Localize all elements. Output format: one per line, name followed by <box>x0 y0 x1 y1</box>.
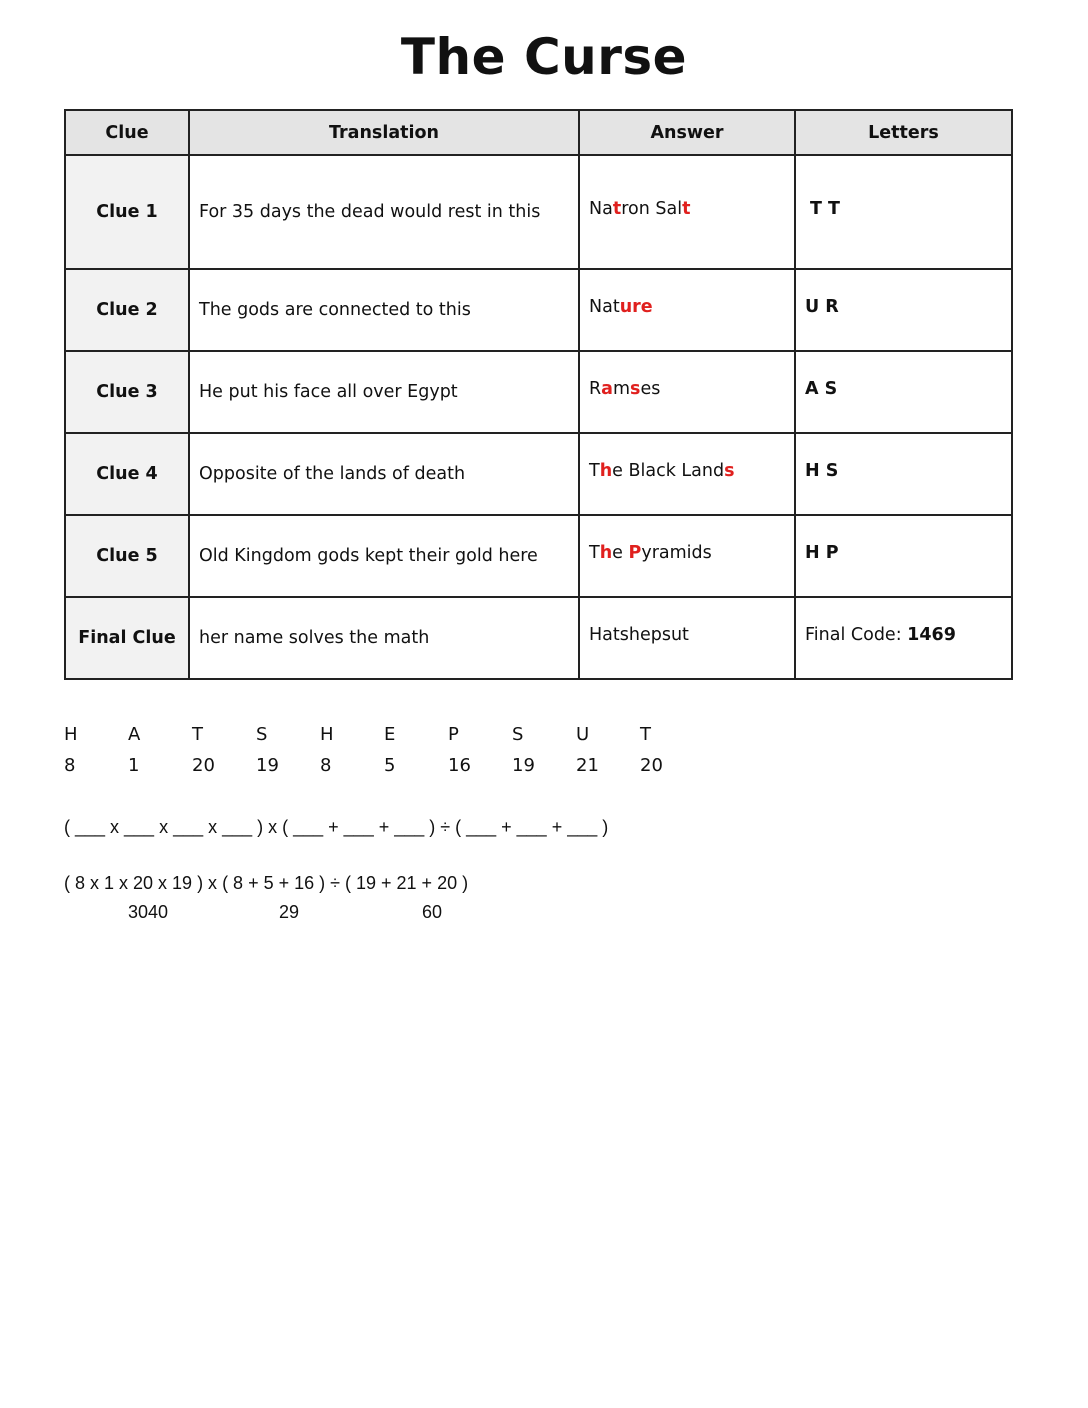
highlighted-letter: s <box>724 461 735 481</box>
header-answer: Answer <box>579 110 795 155</box>
letter: U <box>576 724 590 745</box>
sum-result-2: 60 <box>422 902 443 922</box>
sum-result-1: 29 <box>279 902 300 922</box>
letter-number: 16 <box>448 755 471 776</box>
letters-cell <box>795 155 1012 269</box>
clue-table <box>64 109 1013 680</box>
answer-part: T <box>589 543 600 563</box>
answer-part: e Black Land <box>612 461 725 481</box>
letters-value: U R <box>805 297 839 317</box>
translation-cell: Old Kingdom gods kept their gold here <box>189 515 579 597</box>
letters-value: H P <box>805 543 839 563</box>
answer-cell <box>579 433 795 515</box>
answer-part: m <box>612 379 631 399</box>
formula-blank: ( ___ x ___ x ___ x ___ ) x ( ___ + ___ + ___ ) ÷ ( ___ + ___ + ___ ) <box>64 817 609 837</box>
translation-cell: her name solves the math <box>189 597 579 679</box>
highlighted-letter: t <box>682 199 691 219</box>
answer-part: yramids <box>641 543 712 563</box>
clue-label: Clue 2 <box>65 269 189 351</box>
letter: T <box>640 724 651 745</box>
answer-part: T <box>589 461 600 481</box>
final-code-label: Final Code: <box>805 625 902 645</box>
product-result: 3040 <box>128 902 169 922</box>
answer-part: es <box>640 379 661 399</box>
answer-cell <box>579 351 795 433</box>
letter: S <box>256 724 268 745</box>
letter: A <box>128 724 141 745</box>
answer-cell <box>579 515 795 597</box>
letter: H <box>320 724 334 745</box>
highlighted-letter: h <box>599 461 613 481</box>
letters-cell <box>795 269 1012 351</box>
table-row <box>65 433 1012 515</box>
highlighted-letter: h <box>599 543 613 563</box>
final-code-value: 1469 <box>907 625 956 645</box>
page-title: The Curse <box>400 28 688 86</box>
letter-number: 20 <box>640 755 663 776</box>
table-row-final <box>65 597 1012 679</box>
formula-filled: ( 8 x 1 x 20 x 19 ) x ( 8 + 5 + 16 ) ÷ ( 19 + 21 + 20 ) <box>64 873 469 893</box>
table-row <box>65 515 1012 597</box>
answer-value: Hatshepsut <box>589 625 689 645</box>
answer-cell <box>579 597 795 679</box>
letter: E <box>384 724 396 745</box>
table-row <box>65 155 1012 269</box>
table-row <box>65 269 1012 351</box>
letter-number: 8 <box>320 755 332 776</box>
header-translation: Translation <box>189 110 579 155</box>
letter: P <box>448 724 459 745</box>
highlighted-letter: a <box>601 379 613 399</box>
answer-part: R <box>589 379 602 399</box>
clue-label: Clue 4 <box>65 433 189 515</box>
translation-cell: He put his face all over Egypt <box>189 351 579 433</box>
header-clue: Clue <box>65 110 189 155</box>
clue-label: Clue 5 <box>65 515 189 597</box>
translation-cell: For 35 days the dead would rest in this <box>189 155 579 269</box>
letters-value: T T <box>810 199 840 219</box>
highlighted-letter: P <box>628 543 642 563</box>
table-row <box>65 351 1012 433</box>
letter-number: 21 <box>576 755 599 776</box>
highlighted-letter: s <box>630 379 641 399</box>
letters-value: H S <box>805 461 839 481</box>
clue-label: Clue 3 <box>65 351 189 433</box>
letter: H <box>64 724 78 745</box>
letters-cell <box>795 351 1012 433</box>
answer-cell <box>579 269 795 351</box>
highlighted-letter: t <box>612 199 622 219</box>
letter: S <box>512 724 524 745</box>
letter-number: 19 <box>256 755 279 776</box>
answer-part: Na <box>589 199 613 219</box>
letter-number: 19 <box>512 755 535 776</box>
letter: T <box>192 724 203 745</box>
highlighted-letter: ure <box>619 297 653 317</box>
letter-number: 5 <box>384 755 396 776</box>
letters-cell <box>795 433 1012 515</box>
letter-number: 8 <box>64 755 76 776</box>
translation-cell: The gods are connected to this <box>189 269 579 351</box>
answer-part: e <box>612 543 629 563</box>
letter-number: 20 <box>192 755 215 776</box>
table-header-row <box>65 110 1012 155</box>
final-code-cell <box>795 597 1012 679</box>
answer-cell <box>579 155 795 269</box>
clue-label: Clue 1 <box>65 155 189 269</box>
answer-part: Nat <box>589 297 620 317</box>
translation-cell: Opposite of the lands of death <box>189 433 579 515</box>
letters-cell <box>795 515 1012 597</box>
letter-number: 1 <box>128 755 140 776</box>
header-letters: Letters <box>795 110 1012 155</box>
clue-label: Final Clue <box>65 597 189 679</box>
letters-value: A S <box>805 379 838 399</box>
answer-part: ron Sal <box>621 199 683 219</box>
